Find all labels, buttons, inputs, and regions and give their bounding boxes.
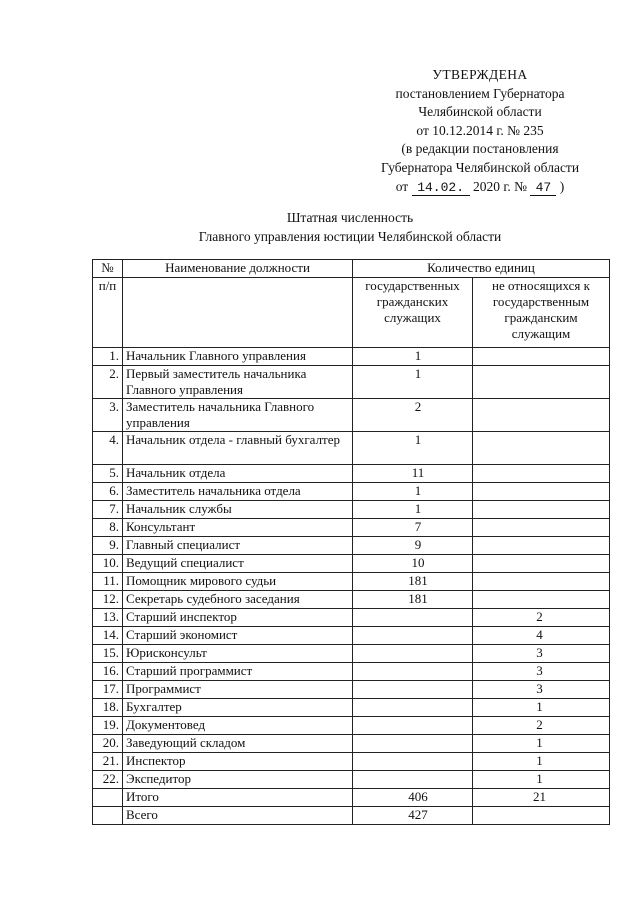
position-name: Секретарь судебного заседания: [123, 591, 353, 609]
row-number: 12.: [93, 591, 123, 609]
year-suffix: 2020 г. №: [472, 178, 527, 194]
table-row: [93, 645, 610, 663]
title-line-1: Штатная численность: [286, 210, 414, 225]
row-number: 3.: [93, 399, 123, 432]
gov-count: 11: [353, 465, 473, 483]
close-paren: ): [559, 178, 565, 194]
approval-line: постановлением Губернатора: [395, 85, 565, 101]
table-row: [93, 537, 610, 555]
position-name: Старший программист: [123, 663, 353, 681]
position-name: Экспедитор: [123, 771, 353, 789]
table-row: [93, 681, 610, 699]
row-number: 1.: [93, 348, 123, 366]
row-number: 21.: [93, 753, 123, 771]
gov-count: [353, 609, 473, 627]
gov-count: [353, 645, 473, 663]
row-number: 10.: [93, 555, 123, 573]
amendment-line: [330, 178, 630, 197]
non-gov-count: [473, 366, 610, 399]
table-row: [93, 735, 610, 753]
header-row: [93, 260, 610, 278]
position-name: Бухгалтер: [123, 699, 353, 717]
row-number: 16.: [93, 663, 123, 681]
gov-count: 1: [353, 366, 473, 399]
gov-count: [353, 753, 473, 771]
gov-count: [353, 681, 473, 699]
non-gov-count: 1: [473, 771, 610, 789]
gov-count: [353, 627, 473, 645]
from-prefix: от: [395, 178, 409, 194]
table-row: [93, 609, 610, 627]
grand-total-row: [93, 807, 610, 825]
non-gov-count: 1: [473, 699, 610, 717]
row-number: 17.: [93, 681, 123, 699]
position-name: Заместитель начальника Главного управления: [123, 399, 353, 432]
staff-table: [92, 259, 610, 825]
non-gov-count: [473, 591, 610, 609]
table-row: [93, 399, 610, 432]
header-gov: государственных гражданских служащих: [353, 278, 473, 348]
header-non-gov: не относящихся к государственным гражданским служащим: [473, 278, 610, 348]
table-row: [93, 771, 610, 789]
position-name: Начальник отдела - главный бухгалтер: [123, 432, 353, 465]
position-name: Начальник отдела: [123, 465, 353, 483]
table-row: [93, 501, 610, 519]
header-blank: [123, 278, 353, 348]
row-number: 14.: [93, 627, 123, 645]
position-name: Юрисконсульт: [123, 645, 353, 663]
gov-count: 181: [353, 591, 473, 609]
gov-count: 1: [353, 501, 473, 519]
non-gov-count: [473, 519, 610, 537]
non-gov-count: 1: [473, 735, 610, 753]
non-gov-count: 4: [473, 627, 610, 645]
header-num-sub: п/п: [93, 278, 123, 348]
table-row: [93, 366, 610, 399]
position-name: Ведущий специалист: [123, 555, 353, 573]
approval-line: Челябинской области: [418, 104, 542, 120]
total-row: [93, 789, 610, 807]
row-number: 22.: [93, 771, 123, 789]
non-gov-count: [473, 465, 610, 483]
total-num-blank: [93, 789, 123, 807]
gov-count: 1: [353, 348, 473, 366]
document-title: [90, 208, 610, 246]
approval-heading: УТВЕРЖДЕНА: [432, 67, 528, 82]
row-number: 2.: [93, 366, 123, 399]
row-number: 6.: [93, 483, 123, 501]
handwritten-date: 14.02.: [412, 181, 470, 196]
grand-blank: [473, 807, 610, 825]
position-name: Старший экономист: [123, 627, 353, 645]
total-non-gov: 21: [473, 789, 610, 807]
title-line-2: Главного управления юстиции Челябинской области: [198, 229, 502, 244]
table-row: [93, 348, 610, 366]
header-position: Наименование должности: [123, 260, 353, 278]
position-name: Инспектор: [123, 753, 353, 771]
gov-count: [353, 663, 473, 681]
table-row: [93, 519, 610, 537]
gov-count: 7: [353, 519, 473, 537]
position-name: Первый заместитель начальника Главного управления: [123, 366, 353, 399]
position-name: Программист: [123, 681, 353, 699]
row-number: 13.: [93, 609, 123, 627]
approval-line: от 10.12.2014 г. № 235: [416, 122, 544, 138]
approval-line: Губернатора Челябинской области: [380, 159, 580, 175]
non-gov-count: 1: [473, 753, 610, 771]
non-gov-count: [473, 537, 610, 555]
row-number: 18.: [93, 699, 123, 717]
non-gov-count: [473, 573, 610, 591]
gov-count: 9: [353, 537, 473, 555]
grand-total-label: Всего: [123, 807, 353, 825]
handwritten-number: 47: [530, 181, 556, 196]
gov-count: 1: [353, 432, 473, 465]
non-gov-count: 2: [473, 717, 610, 735]
position-name: Заместитель начальника отдела: [123, 483, 353, 501]
subheader-row: [93, 278, 610, 348]
table-row: [93, 717, 610, 735]
gov-count: [353, 717, 473, 735]
table-row: [93, 573, 610, 591]
table-row: [93, 555, 610, 573]
row-number: 4.: [93, 432, 123, 465]
non-gov-count: [473, 483, 610, 501]
position-name: Начальник службы: [123, 501, 353, 519]
non-gov-count: [473, 555, 610, 573]
table-row: [93, 591, 610, 609]
gov-count: 10: [353, 555, 473, 573]
gov-count: [353, 699, 473, 717]
gov-count: [353, 735, 473, 753]
header-num: №: [93, 260, 123, 278]
non-gov-count: 3: [473, 645, 610, 663]
approval-line: (в редакции постановления: [401, 141, 559, 157]
table-row: [93, 432, 610, 465]
gov-count: 181: [353, 573, 473, 591]
table-row: [93, 465, 610, 483]
non-gov-count: [473, 348, 610, 366]
non-gov-count: [473, 501, 610, 519]
table-row: [93, 699, 610, 717]
grand-num-blank: [93, 807, 123, 825]
row-number: 5.: [93, 465, 123, 483]
position-name: Заведующий складом: [123, 735, 353, 753]
table-row: [93, 753, 610, 771]
non-gov-count: [473, 432, 610, 465]
position-name: Начальник Главного управления: [123, 348, 353, 366]
position-name: Документовед: [123, 717, 353, 735]
total-label: Итого: [123, 789, 353, 807]
row-number: 7.: [93, 501, 123, 519]
position-name: Консультант: [123, 519, 353, 537]
non-gov-count: 2: [473, 609, 610, 627]
row-number: 9.: [93, 537, 123, 555]
gov-count: [353, 771, 473, 789]
position-name: Помощник мирового судьи: [123, 573, 353, 591]
row-number: 19.: [93, 717, 123, 735]
approval-block: [330, 66, 630, 196]
position-name: Главный специалист: [123, 537, 353, 555]
table-row: [93, 663, 610, 681]
header-quantity: Количество единиц: [353, 260, 610, 278]
gov-count: 2: [353, 399, 473, 432]
row-number: 8.: [93, 519, 123, 537]
row-number: 20.: [93, 735, 123, 753]
non-gov-count: [473, 399, 610, 432]
grand-total-value: 427: [353, 807, 473, 825]
position-name: Старший инспектор: [123, 609, 353, 627]
gov-count: 1: [353, 483, 473, 501]
row-number: 11.: [93, 573, 123, 591]
non-gov-count: 3: [473, 681, 610, 699]
non-gov-count: 3: [473, 663, 610, 681]
row-number: 15.: [93, 645, 123, 663]
total-gov: 406: [353, 789, 473, 807]
table-row: [93, 627, 610, 645]
table-row: [93, 483, 610, 501]
